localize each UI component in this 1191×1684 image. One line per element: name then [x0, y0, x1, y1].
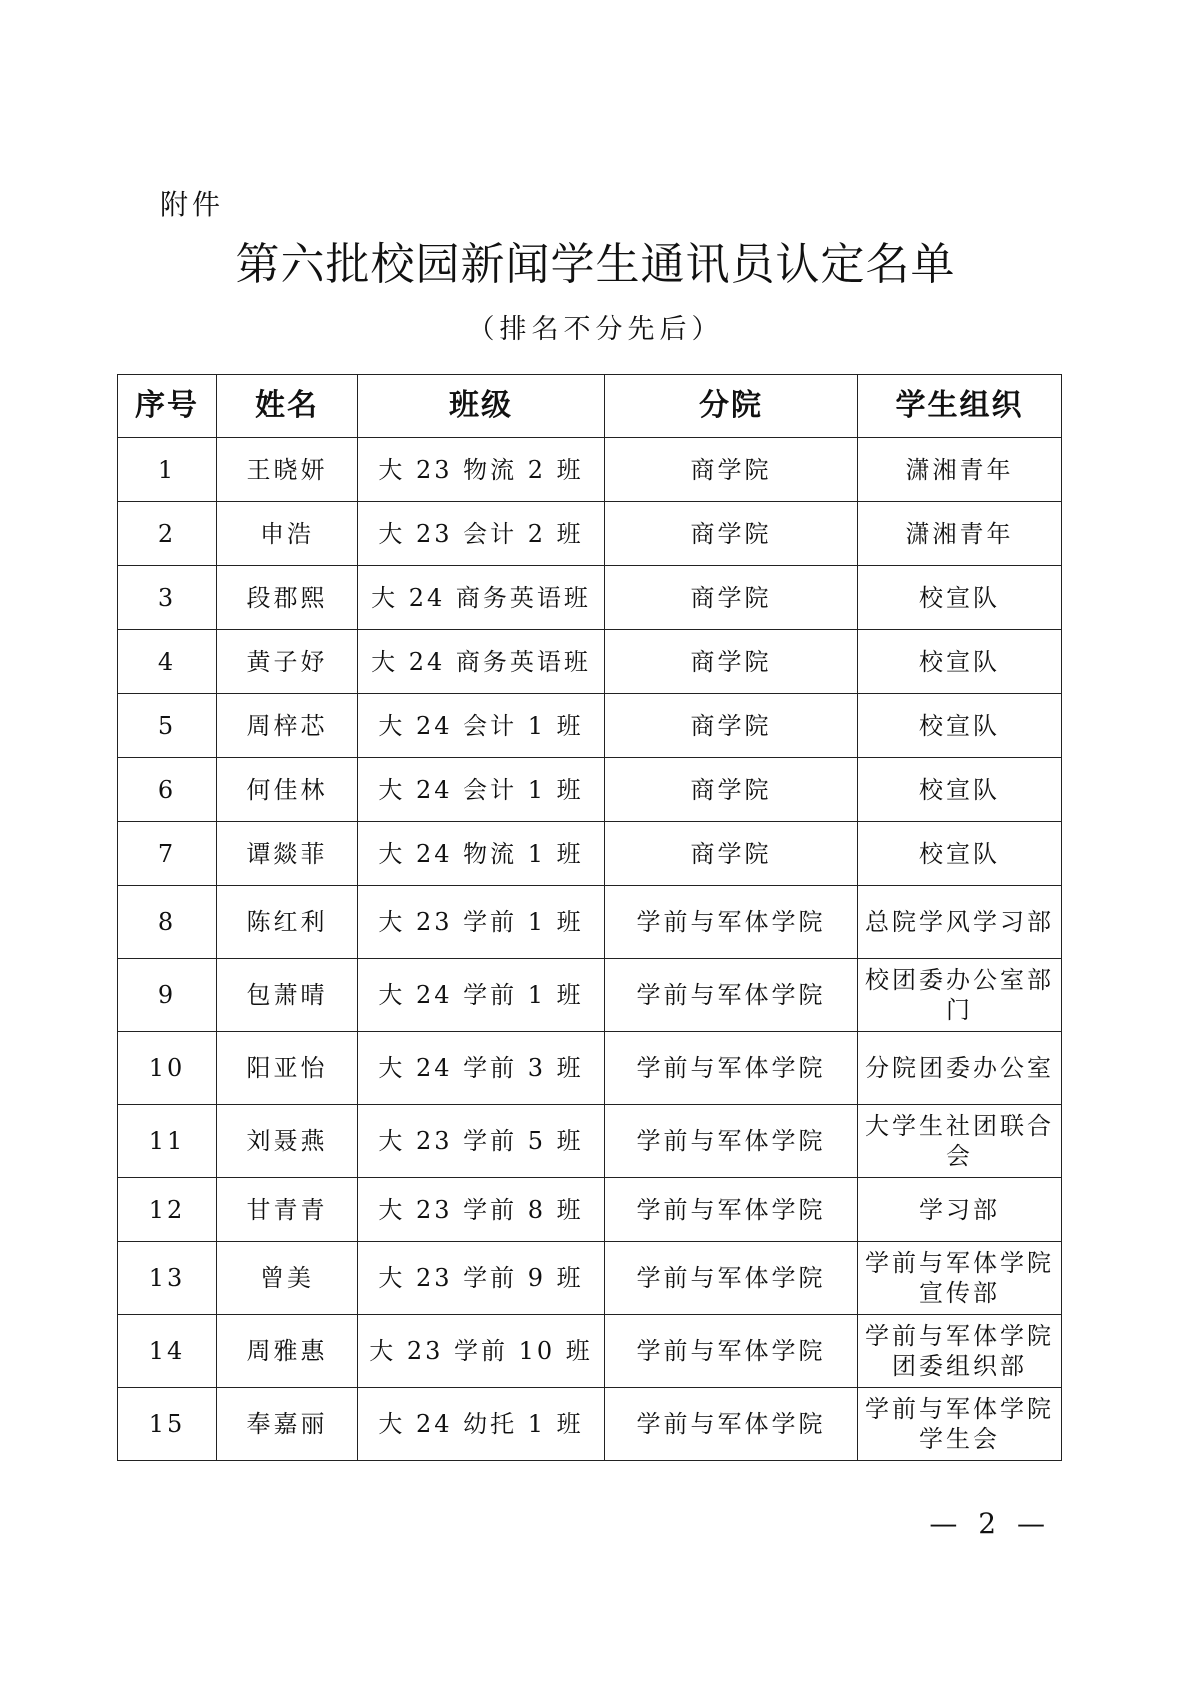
row-index: 2 [118, 502, 217, 566]
class-name: 大 24 学前 3 班 [358, 1032, 605, 1105]
table-row [118, 886, 1062, 959]
class-name: 大 24 商务英语班 [358, 630, 605, 694]
organization-name: 分院团委办公室 [858, 1032, 1062, 1105]
row-index: 4 [118, 630, 217, 694]
row-index: 7 [118, 822, 217, 886]
row-index: 6 [118, 758, 217, 822]
column-header-college: 分院 [605, 375, 858, 438]
correspondent-roster-table [117, 374, 1062, 1461]
college-name: 学前与军体学院 [605, 959, 858, 1032]
row-index: 14 [118, 1315, 217, 1388]
attachment-label: 附件 [160, 188, 225, 221]
class-name: 大 24 学前 1 班 [358, 959, 605, 1032]
college-name: 商学院 [605, 758, 858, 822]
college-name: 学前与军体学院 [605, 1315, 858, 1388]
table-row [118, 630, 1062, 694]
student-name: 甘青青 [217, 1178, 358, 1242]
organization-name: 总院学风学习部 [858, 886, 1062, 959]
student-name: 段郡熙 [217, 566, 358, 630]
row-index: 1 [118, 438, 217, 502]
class-name: 大 23 学前 5 班 [358, 1105, 605, 1178]
class-name: 大 23 学前 9 班 [358, 1242, 605, 1315]
college-name: 商学院 [605, 502, 858, 566]
column-header-class: 班级 [358, 375, 605, 438]
student-name: 何佳林 [217, 758, 358, 822]
row-index: 8 [118, 886, 217, 959]
student-name: 周雅惠 [217, 1315, 358, 1388]
organization-name: 校宣队 [858, 630, 1062, 694]
student-name: 陈红利 [217, 886, 358, 959]
college-name: 商学院 [605, 438, 858, 502]
row-index: 11 [118, 1105, 217, 1178]
row-index: 3 [118, 566, 217, 630]
row-index: 5 [118, 694, 217, 758]
organization-name: 校宣队 [858, 822, 1062, 886]
organization-name: 学前与军体学院宣传部 [858, 1242, 1062, 1315]
college-name: 学前与军体学院 [605, 1105, 858, 1178]
student-name: 曾美 [217, 1242, 358, 1315]
row-index: 10 [118, 1032, 217, 1105]
table-row [118, 566, 1062, 630]
table-row [118, 694, 1062, 758]
document-subtitle: （排名不分先后） [467, 314, 724, 345]
table-row [118, 438, 1062, 502]
class-name: 大 23 学前 10 班 [358, 1315, 605, 1388]
college-name: 商学院 [605, 822, 858, 886]
row-index: 9 [118, 959, 217, 1032]
table-row [118, 959, 1062, 1032]
organization-name: 校团委办公室部门 [858, 959, 1062, 1032]
class-name: 大 23 会计 2 班 [358, 502, 605, 566]
college-name: 学前与军体学院 [605, 1178, 858, 1242]
college-name: 商学院 [605, 566, 858, 630]
table-row [118, 1178, 1062, 1242]
class-name: 大 24 商务英语班 [358, 566, 605, 630]
student-name: 谭燚菲 [217, 822, 358, 886]
college-name: 学前与军体学院 [605, 1388, 858, 1461]
college-name: 商学院 [605, 694, 858, 758]
row-index: 13 [118, 1242, 217, 1315]
class-name: 大 24 幼托 1 班 [358, 1388, 605, 1461]
student-name: 包萧晴 [217, 959, 358, 1032]
class-name: 大 23 学前 8 班 [358, 1178, 605, 1242]
organization-name: 学前与军体学院学生会 [858, 1388, 1062, 1461]
class-name: 大 24 会计 1 班 [358, 694, 605, 758]
table-row [118, 1315, 1062, 1388]
student-name: 阳亚怡 [217, 1032, 358, 1105]
organization-name: 校宣队 [858, 758, 1062, 822]
class-name: 大 24 会计 1 班 [358, 758, 605, 822]
organization-name: 潇湘青年 [858, 438, 1062, 502]
organization-name: 校宣队 [858, 566, 1062, 630]
column-header-organization: 学生组织 [858, 375, 1062, 438]
page-number: — 2 — [929, 1507, 1051, 1540]
class-name: 大 23 物流 2 班 [358, 438, 605, 502]
student-name: 黄子妤 [217, 630, 358, 694]
organization-name: 学习部 [858, 1178, 1062, 1242]
table-row [118, 758, 1062, 822]
table-row [118, 1105, 1062, 1178]
table-row [118, 822, 1062, 886]
college-name: 商学院 [605, 630, 858, 694]
college-name: 学前与军体学院 [605, 1242, 858, 1315]
organization-name: 校宣队 [858, 694, 1062, 758]
student-name: 刘聂燕 [217, 1105, 358, 1178]
column-header-index: 序号 [118, 375, 217, 438]
organization-name: 学前与军体学院团委组织部 [858, 1315, 1062, 1388]
table-row [118, 502, 1062, 566]
organization-name: 潇湘青年 [858, 502, 1062, 566]
row-index: 15 [118, 1388, 217, 1461]
table-header-row [118, 375, 1062, 438]
class-name: 大 23 学前 1 班 [358, 886, 605, 959]
student-name: 周梓芯 [217, 694, 358, 758]
student-name: 申浩 [217, 502, 358, 566]
class-name: 大 24 物流 1 班 [358, 822, 605, 886]
column-header-name: 姓名 [217, 375, 358, 438]
student-name: 王晓妍 [217, 438, 358, 502]
row-index: 12 [118, 1178, 217, 1242]
table-row [118, 1388, 1062, 1461]
college-name: 学前与军体学院 [605, 886, 858, 959]
organization-name: 大学生社团联合会 [858, 1105, 1062, 1178]
college-name: 学前与军体学院 [605, 1032, 858, 1105]
table-row [118, 1032, 1062, 1105]
document-title: 第六批校园新闻学生通讯员认定名单 [235, 239, 956, 290]
table-row [118, 1242, 1062, 1315]
student-name: 奉嘉丽 [217, 1388, 358, 1461]
